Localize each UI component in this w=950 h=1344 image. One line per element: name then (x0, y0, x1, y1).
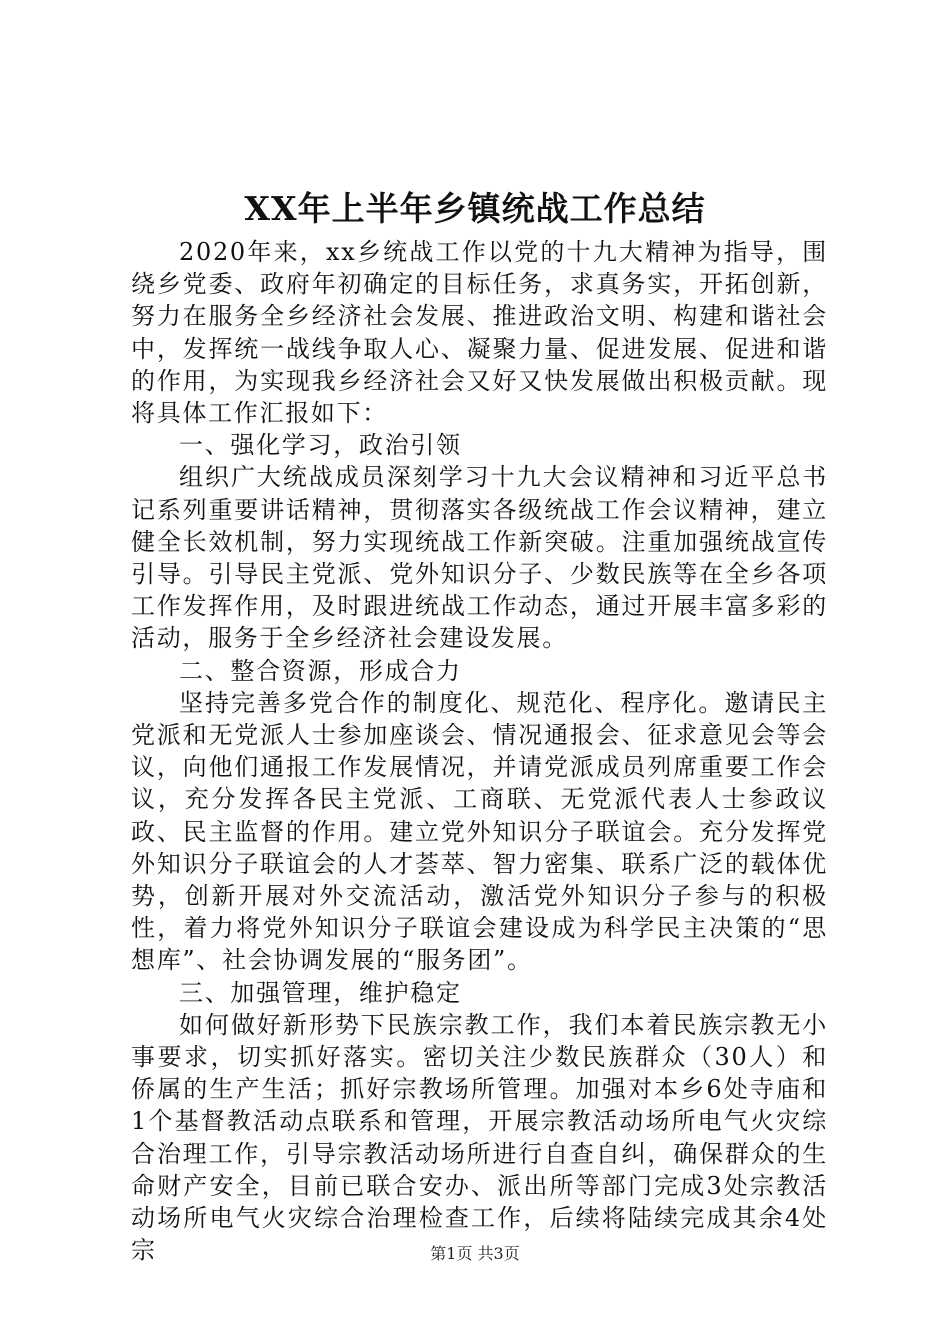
section-1-paragraph: 组织广大统战成员深刻学习十九大会议精神和习近平总书记系列重要讲话精神，贯彻落实各级统战工作会议精神，建立健全长效机制，努力实现统战工作新突破。注重加强统战宣传引导。引导民主党派、党外知识分子、少数民族等在全乡各项工作发挥作用，及时跟进统战工作动态，通过开展丰富多彩的活动，服务于全乡经济社会建设发展。 (131, 463, 828, 653)
section-heading-1: 一、强化学习，政治引领 (179, 431, 462, 460)
document-title: XX年上半年乡镇统战工作总结 (244, 189, 706, 228)
document-body (131, 236, 828, 1267)
section-heading-3: 三、加强管理，维护稳定 (179, 978, 462, 1007)
section-2-paragraph: 坚持完善多党合作的制度化、规范化、程序化。邀请民主党派和无党派人士参加座谈会、情况通报会、征求意见会等会议，向他们通报工作发展情况，并请党派成员列席重要工作会议，充分发挥各民主党派、工商联、无党派代表人士参政议政、民主监督的作用。建立党外知识分子联谊会。充分发挥党外知识分子联谊会的人才荟萃、智力密集、联系广泛的载体优势，创新开展对外交流活动，激活党外知识分子参与的积极性，着力将党外知识分子联谊会建设成为科学民主决策的“思想库”、社会协调发展的“服务团”。 (131, 688, 828, 975)
section-3-paragraph: 如何做好新形势下民族宗教工作，我们本着民族宗教无小事要求，切实抓好落实。密切关注少数民族群众（30人）和侨属的生产生活；抓好宗教场所管理。加强对本乡6处寺庙和1个基督教活动点联系和管理，开展宗教活动场所电气火灾综合治理工作，引导宗教活动场所进行自查自纠，确保群众的生命财产安全，目前已联合安办、派出所等部门完成3处宗教活动场所电气火灾综合治理检查工作，后续将陆续完成其余4处宗 (131, 1010, 828, 1265)
intro-paragraph: 2020年来，xx乡统战工作以党的十九大精神为指导，围绕乡党委、政府年初确定的目标任务，求真务实，开拓创新，努力在服务全乡经济社会发展、推进政治文明、构建和谐社会中，发挥统一战线争取人心、凝聚力量、促进发展、促进和谐的作用，为实现我乡经济社会又好又快发展做出积极贡献。现将具体工作汇报如下： (131, 238, 828, 428)
page-number-footer: 第1页 共3页 (430, 1244, 520, 1263)
section-heading-2: 二、整合资源，形成合力 (179, 656, 462, 685)
